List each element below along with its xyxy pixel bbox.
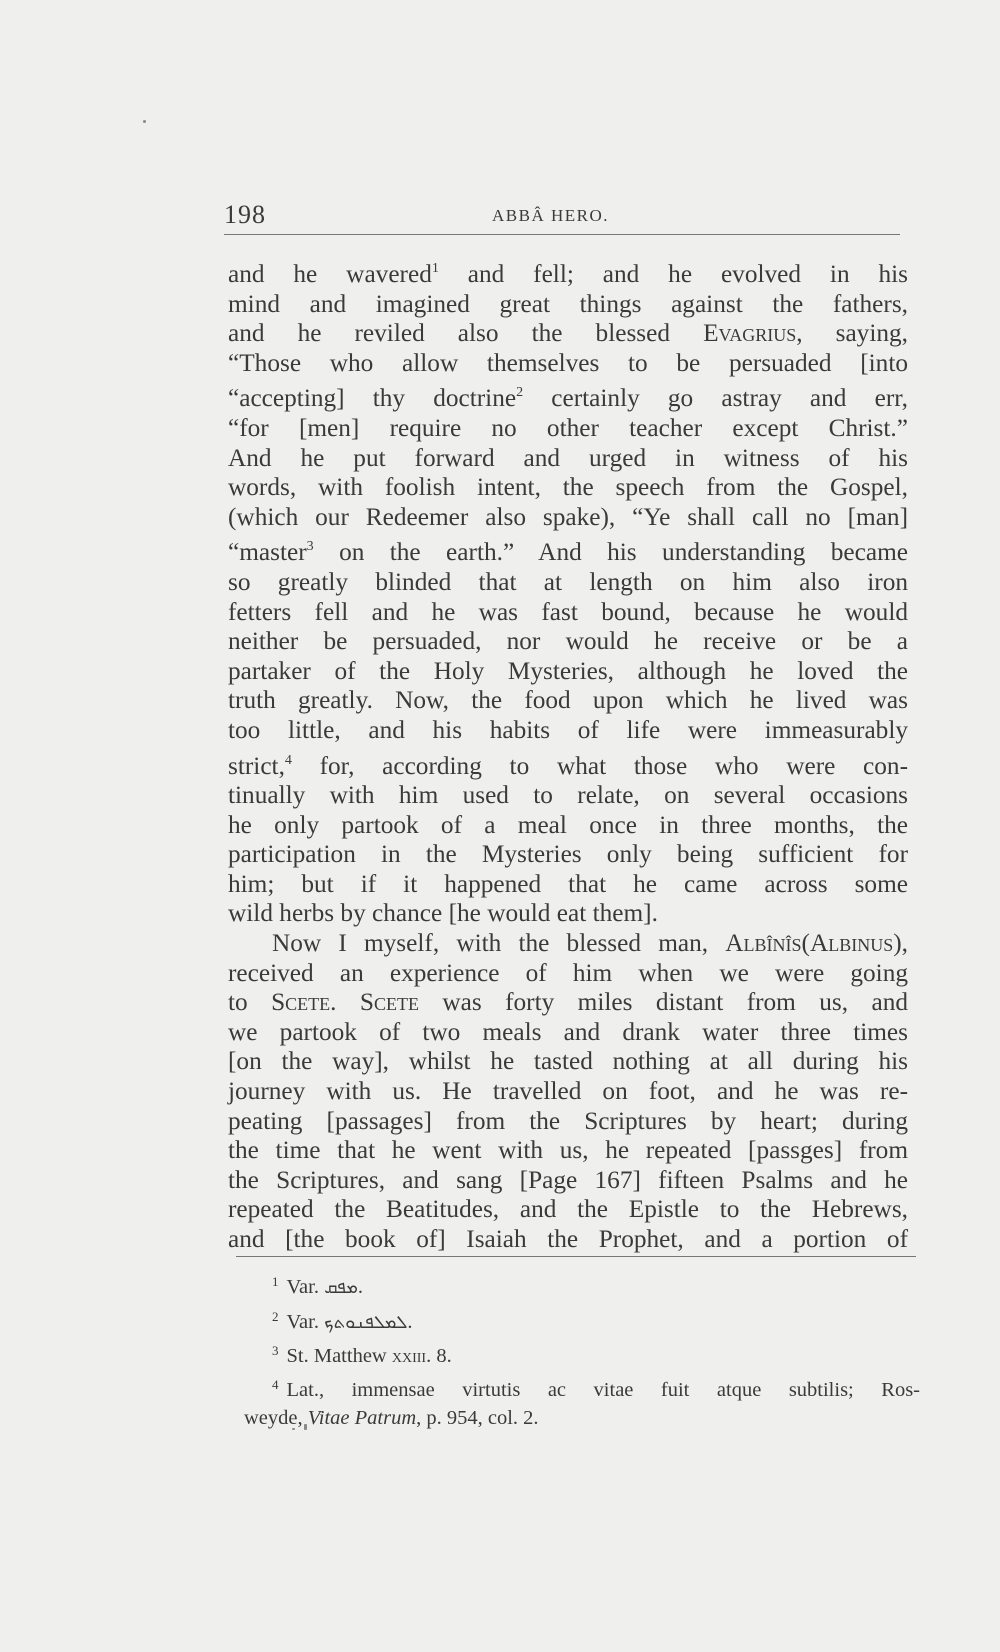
text-line: him; but if it happened that he came across some (228, 869, 908, 898)
footnote-2: $^2$ Var. ܠܡܠܦܢܘܬܟ. (272, 1308, 413, 1333)
text-line: truth greatly. Now, the food upon which he lived was (228, 686, 908, 715)
running-head: ABBÂ HERO. (492, 206, 610, 225)
text-line: strict,$^4$ for, according to what those who were con- (228, 751, 908, 780)
syriac-text: ܠܡܠܦܢܘܬܟ (324, 1311, 408, 1333)
text-line: wild herbs by chance [he would eat them]. (228, 899, 658, 928)
text-line: partaker of the Holy Mysteries, although he loved the (228, 656, 908, 685)
footnote-ref: 4 (284, 752, 292, 768)
text-line: neither be persuaded, nor would he receive or be a (228, 627, 908, 656)
footnote-mark: 4 (272, 1376, 279, 1392)
footnote-4-continued: weyde, Vitae Patrum, p. 954, col. 2. (244, 1407, 539, 1429)
footnotes (244, 1268, 920, 1433)
footnote-mark: 3 (272, 1343, 279, 1358)
footnote-4: $^4$ Lat., immensae virtutis ac vitae fuit atque subtilis; Ros- (272, 1376, 920, 1401)
text-line: the Scriptures, and sang [Page 167] fifteen Psalms and he (228, 1165, 908, 1194)
syriac-text: ܡܦܩ (324, 1277, 358, 1298)
page-header (224, 200, 900, 234)
text-line: (which our Redeemer also spake), “Ye shall call no [man] (228, 502, 908, 531)
text-line: so greatly blinded that at length on him also iron (228, 567, 908, 596)
text-line: received an experience of him when we were going (228, 958, 908, 987)
book-title: Vitae Patrum (307, 1407, 417, 1429)
footnote-3: $^3$ St. Matthew xxiii. 8. (272, 1343, 452, 1367)
text-line: repeated the Beatitudes, and the Epistle to the Hebrews, (228, 1195, 908, 1224)
text-line: too little, and his habits of life were immeasurably (228, 715, 908, 744)
name-small-caps: Albînîs (725, 929, 802, 958)
text-line: participation in the Mysteries only being sufficient for (228, 840, 908, 869)
footnote-rule (236, 1256, 916, 1257)
text-line: he only partook of a meal once in three months, the (228, 810, 908, 839)
text-line: Now I myself, with the blessed man, Albînîs(Albinus), (272, 929, 908, 958)
text-line: “master$^3$ on the earth.” And his understanding became (228, 538, 908, 567)
text-line: fetters fell and he was fast bound, because he would (228, 597, 908, 626)
name-small-caps: Evagrius (703, 319, 797, 348)
text-line: “Those who allow themselves to be persuaded [into (228, 348, 908, 377)
text-line: and he reviled also the blessed Evagrius, saying, (228, 319, 908, 348)
footnote-ref: 3 (306, 539, 314, 555)
chapter-small-caps: xxiii (391, 1345, 427, 1367)
text-line: words, with foolish intent, the speech from the Gospel, (228, 473, 908, 502)
text-line: journey with us. He travelled on foot, and he was re- (228, 1077, 908, 1106)
text-line: “for [men] require no other teacher except Christ.” (228, 413, 908, 442)
footnote-ref: 2 (516, 385, 524, 401)
footnote-1: $^1$ Var. ܡܦܩ. (272, 1274, 364, 1298)
footnote-mark: 1 (272, 1274, 279, 1289)
text-line: [on the way], whilst he tasted nothing at all during his (228, 1047, 908, 1076)
text-line: “accepting] thy doctrine$^2$ certainly go astray and err, (228, 384, 908, 413)
text-line: peating [passages] from the Scriptures by heart; during (228, 1106, 908, 1135)
text-line: and [the book of] Isaiah the Prophet, and a portion of (228, 1225, 908, 1253)
text-line: the time that he went with us, he repeated [passges] from (228, 1136, 908, 1165)
page-speck (143, 120, 146, 123)
text-line: And he put forward and urged in witness of his (228, 443, 908, 472)
text-line: we partook of two meals and drank water three times (228, 1017, 908, 1046)
text-line: and he wavered$^1$ and fell; and he evolved in his (228, 260, 908, 288)
text-line: tinually with him used to relate, on several occasions (228, 781, 908, 810)
text-line: mind and imagined great things against the fathers, (228, 289, 908, 318)
name-small-caps: Albinus (809, 929, 894, 958)
body-text (228, 254, 908, 1255)
header-rule (224, 234, 900, 235)
name-small-caps: Scete (271, 988, 331, 1017)
page-number: 198 (224, 200, 266, 229)
footnote-ref: 1 (431, 261, 439, 276)
text-line: to Scete. Scete was forty miles distant from us, and (228, 988, 908, 1017)
footnote-mark: 2 (272, 1308, 279, 1324)
name-small-caps: Scete (359, 988, 419, 1017)
